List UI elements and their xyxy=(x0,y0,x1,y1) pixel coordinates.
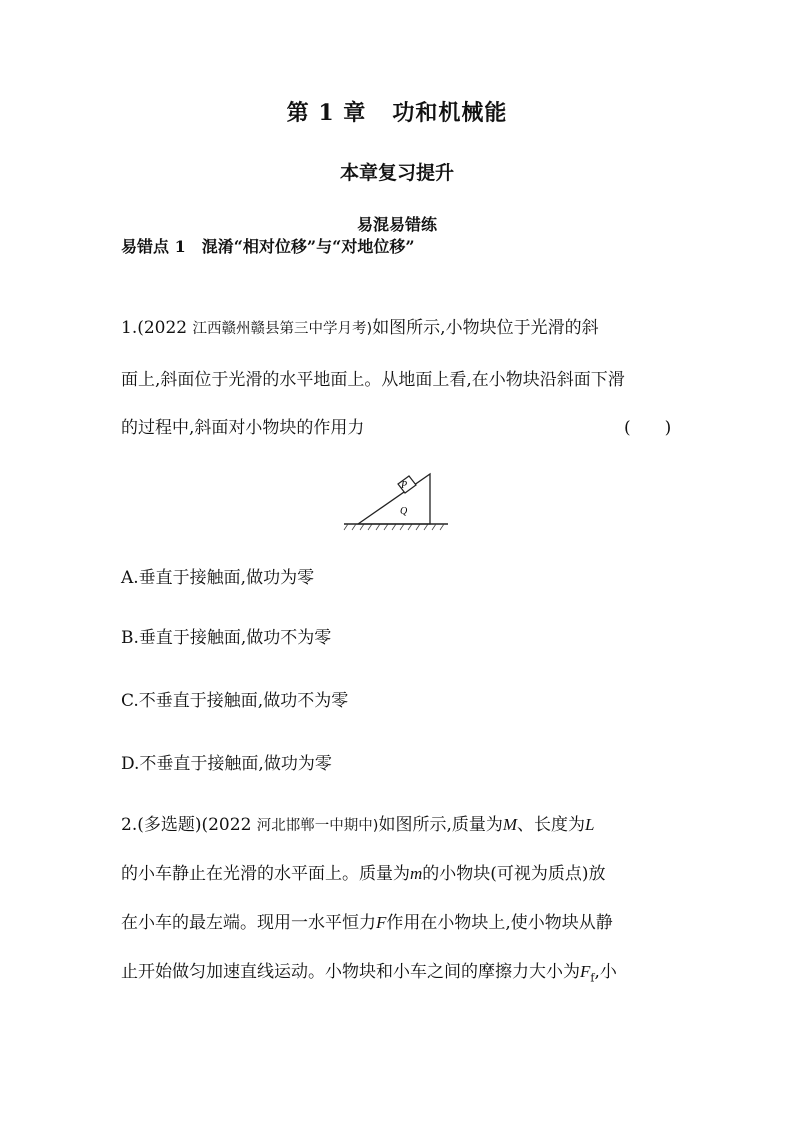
error-point-heading xyxy=(121,234,415,257)
q1-line-3: 的过程中,斜面对小物块的作用力 xyxy=(121,418,365,438)
q2-number: 2.(多选题)(2022 xyxy=(121,815,252,835)
q2-line-1 xyxy=(121,810,681,835)
q2-text-1a: 如图所示,质量为 xyxy=(378,815,503,835)
subsection-title: 易混易错练 xyxy=(356,215,437,234)
section-title: 本章复习提升 xyxy=(339,162,454,184)
q2-text-4a: 止开始做匀加速直线运动。小物块和小车之间的摩擦力大小为 xyxy=(121,962,580,982)
q2-source: 河北邯郸一中期中) xyxy=(256,818,379,834)
q1-option-d: D.不垂直于接触面,做功为零 xyxy=(121,754,332,774)
chapter-number: 第 1 章 xyxy=(286,100,367,126)
q1-answer-parentheses: ( ) xyxy=(624,418,672,438)
q2-line-3 xyxy=(121,908,681,933)
chapter-title xyxy=(0,96,794,127)
q1-option-c: C.不垂直于接触面,做功不为零 xyxy=(121,691,349,711)
wedge-q xyxy=(358,474,430,524)
block-p-label: P xyxy=(401,480,408,491)
q1-option-a: A.垂直于接触面,做功为零 xyxy=(121,568,315,588)
q1-source: 江西赣州赣县第三中学月考) xyxy=(192,321,373,337)
q2-text-4b: ,小 xyxy=(594,962,617,982)
q1-option-b: B.垂直于接触面,做功不为零 xyxy=(121,628,332,648)
q2-line-4 xyxy=(121,957,681,984)
error-point-text: 混淆“相对位移”与“对地位移” xyxy=(201,237,415,256)
q1-line-1 xyxy=(121,313,681,338)
chapter-name: 功和机械能 xyxy=(392,100,508,126)
q1-number: 1.(2022 xyxy=(121,318,188,338)
symbol-L: L xyxy=(585,815,595,834)
q2-text-3b: 作用在小物块上,使小物块从静 xyxy=(386,913,613,933)
error-point-label: 易错点 1 xyxy=(121,237,186,256)
ground-hatching xyxy=(344,524,444,530)
symbol-m: m xyxy=(410,864,423,883)
symbol-F: F xyxy=(376,913,387,932)
q1-line-2: 面上,斜面位于光滑的水平地面上。从地面上看,在小物块沿斜面下滑 xyxy=(121,370,625,390)
symbol-M: M xyxy=(502,815,518,834)
q2-text-1b: 、长度为 xyxy=(517,815,586,835)
wedge-q-label: Q xyxy=(400,506,408,517)
q2-text-2b: 的小物块(可视为质点)放 xyxy=(422,864,606,884)
q2-text-2a: 的小车静止在光滑的水平面上。质量为 xyxy=(121,864,410,884)
symbol-Ff-subscript: f xyxy=(590,971,595,985)
symbol-Ff: F xyxy=(580,962,591,981)
q2-line-2 xyxy=(121,859,681,884)
incline-figure xyxy=(342,464,452,534)
q1-text-1: 如图所示,小物块位于光滑的斜 xyxy=(372,318,599,338)
q2-text-3a: 在小车的最左端。现用一水平恒力 xyxy=(121,913,376,933)
